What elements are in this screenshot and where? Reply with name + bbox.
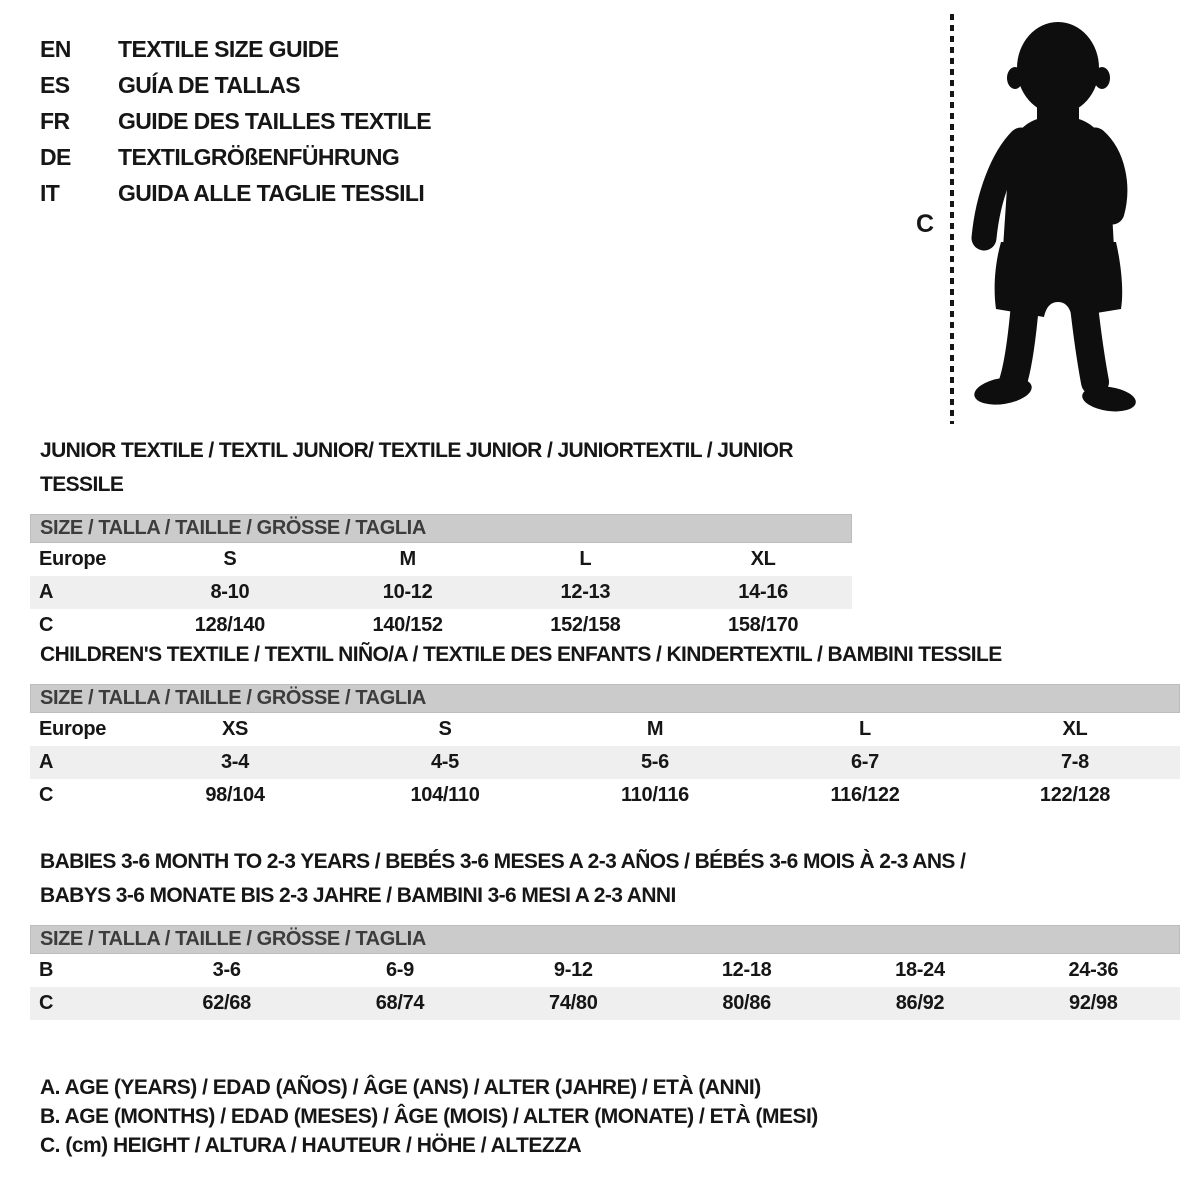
value-cell: XS <box>221 718 249 740</box>
value-cell: 140/152 <box>372 614 443 636</box>
value-cell: 10-12 <box>382 581 433 603</box>
section-title <box>40 845 1180 913</box>
toddler-silhouette <box>963 14 1148 418</box>
value-cell: 110/116 <box>621 784 689 806</box>
value-cell: 4-5 <box>430 751 459 773</box>
legend-line: B. AGE (MONTHS) / EDAD (MESES) / ÂGE (MOIS) / ALTER (MONATE) / ETÀ (MESI) <box>40 1105 818 1128</box>
value-cell: 92/98 <box>1069 992 1118 1014</box>
size-table <box>30 713 1180 812</box>
legend <box>40 1073 818 1160</box>
value-cell: XL <box>750 548 776 570</box>
language-guide-title: TEXTILE SIZE GUIDE <box>118 36 339 62</box>
value-cell: 62/68 <box>202 992 251 1014</box>
value-cell: S <box>438 718 452 740</box>
legend-line: C. (cm) HEIGHT / ALTURA / HAUTEUR / HÖHE / ALTEZZA <box>40 1134 582 1157</box>
value-cell: 152/158 <box>550 614 621 636</box>
language-guide-title: GUIDE DES TAILLES TEXTILE <box>118 108 431 134</box>
legend-line: A. AGE (YEARS) / EDAD (AÑOS) / ÂGE (ANS) / ALTER (JAHRE) / ETÀ (ANNI) <box>40 1076 761 1099</box>
row-label: Europe <box>39 718 107 740</box>
language-row <box>40 139 431 175</box>
value-cell: 86/92 <box>895 992 945 1014</box>
table-row <box>30 954 1180 987</box>
section-title-line: JUNIOR TEXTILE / TEXTIL JUNIOR/ TEXTILE JUNIOR / JUNIORTEXTIL / JUNIOR TESSILE <box>40 439 793 496</box>
size-header-label: SIZE / TALLA / TAILLE / GRÖSSE / TAGLIA <box>40 687 426 709</box>
value-cell: 24-36 <box>1068 959 1119 981</box>
value-cell: 5-6 <box>640 751 669 773</box>
value-cell: 3-4 <box>220 751 249 773</box>
value-cell: 116/122 <box>830 784 900 806</box>
value-cell: 8-10 <box>210 581 250 603</box>
size-header-label: SIZE / TALLA / TAILLE / GRÖSSE / TAGLIA <box>40 517 426 539</box>
table-row <box>30 713 1180 746</box>
value-cell: 6-9 <box>385 959 414 981</box>
language-row <box>40 175 431 211</box>
value-cell: 7-8 <box>1060 751 1089 773</box>
row-label: Europe <box>39 548 107 570</box>
value-cell: 12-18 <box>721 959 772 981</box>
section-title <box>40 638 1180 672</box>
value-cell: 6-7 <box>850 751 879 773</box>
value-cell: S <box>223 548 237 570</box>
section-junior-textile <box>30 434 852 642</box>
value-cell: 74/80 <box>549 992 598 1014</box>
language-guide-title: GUÍA DE TALLAS <box>118 72 300 98</box>
size-header-band <box>30 514 852 543</box>
table-row <box>30 987 1180 1020</box>
row-label: C <box>39 992 54 1014</box>
height-measure-dashed-line <box>950 14 954 424</box>
value-cell: L <box>579 548 592 570</box>
language-code: ES <box>40 72 70 98</box>
value-cell: XL <box>1062 718 1088 740</box>
language-code: FR <box>40 108 70 134</box>
language-code: IT <box>40 180 60 206</box>
language-code: EN <box>40 36 71 62</box>
language-guide-title: GUIDA ALLE TAGLIE TESSILI <box>118 180 425 206</box>
section-title-line: BABIES 3-6 MONTH TO 2-3 YEARS / BEBÉS 3-6 MESES A 2-3 AÑOS / BÉBÉS 3-6 MOIS À 2-3 ANS / <box>40 850 966 873</box>
value-cell: 98/104 <box>205 784 265 806</box>
row-label: C <box>39 614 54 636</box>
value-cell: 68/74 <box>375 992 425 1014</box>
section-title <box>40 434 852 502</box>
value-cell: 14-16 <box>738 581 788 603</box>
value-cell: 9-12 <box>553 959 593 981</box>
table-row <box>30 779 1180 812</box>
size-table <box>30 543 852 642</box>
section-babies <box>30 845 1180 1020</box>
value-cell: 104/110 <box>410 784 480 806</box>
value-cell: 18-24 <box>895 959 945 981</box>
language-code: DE <box>40 144 71 170</box>
language-guide-title: TEXTILGRÖßENFÜHRUNG <box>118 144 400 170</box>
table-row <box>30 746 1180 779</box>
row-label: B <box>39 959 54 981</box>
section-title-line: BABYS 3-6 MONATE BIS 2-3 JAHRE / BAMBINI 3-6 MESI A 2-3 ANNI <box>40 884 676 907</box>
value-cell: M <box>399 548 416 570</box>
table-row <box>30 543 852 576</box>
row-label: A <box>39 751 54 773</box>
language-title-list <box>40 31 431 211</box>
language-row <box>40 103 431 139</box>
value-cell: L <box>859 718 871 740</box>
value-cell: 122/128 <box>1039 784 1111 806</box>
row-label: C <box>39 784 54 806</box>
size-header-band <box>30 925 1180 954</box>
value-cell: 80/86 <box>722 992 771 1014</box>
section-childrens-textile <box>30 638 1180 812</box>
language-row <box>40 67 431 103</box>
language-row <box>40 31 431 67</box>
value-cell: 3-6 <box>212 959 241 981</box>
height-measure-label: C <box>916 210 935 238</box>
value-cell: 158/170 <box>728 614 799 636</box>
value-cell: 12-13 <box>560 581 611 603</box>
table-row <box>30 576 852 609</box>
row-label: A <box>39 581 54 603</box>
value-cell: M <box>646 718 664 740</box>
size-header-label: SIZE / TALLA / TAILLE / GRÖSSE / TAGLIA <box>40 928 426 950</box>
value-cell: 128/140 <box>194 614 265 636</box>
size-header-band <box>30 684 1180 713</box>
section-title-line: CHILDREN'S TEXTILE / TEXTIL NIÑO/A / TEXTILE DES ENFANTS / KINDERTEXTIL / BAMBINI TESSILE <box>40 643 1002 666</box>
size-table <box>30 954 1180 1020</box>
